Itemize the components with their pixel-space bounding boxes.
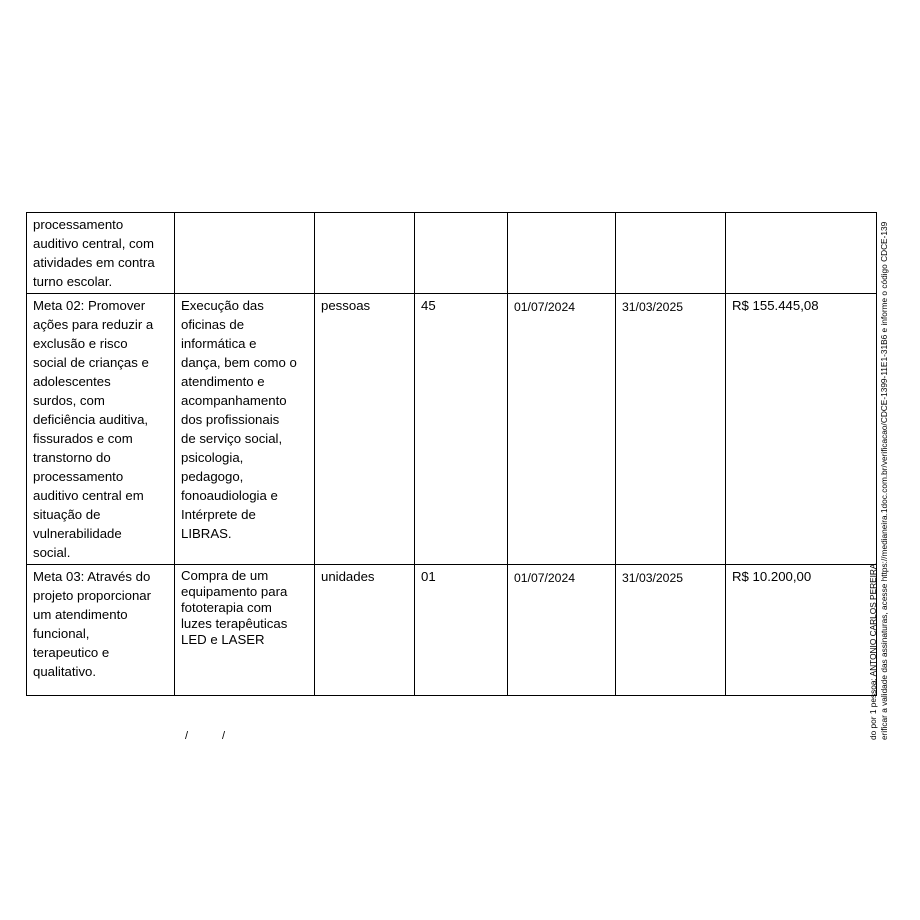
action-cell — [175, 213, 315, 294]
value-cell: R$ 155.445,08 — [726, 294, 877, 565]
value-cell — [726, 213, 877, 294]
end-date-cell: 31/03/2025 — [616, 294, 726, 565]
quantity-cell: 45 — [415, 294, 508, 565]
meta-cell: Meta 03: Através do projeto proporcionar um atendimento funcional, terapeutico e qualitativo. — [27, 565, 175, 696]
end-date-cell: 31/03/2025 — [616, 565, 726, 696]
action-cell: Compra de um equipamento para fototerapia com luzes terapêuticas LED e LASER — [175, 565, 315, 696]
meta-cell: processamento auditivo central, com atividades em contra turno escolar. — [27, 213, 175, 294]
work-plan-table — [26, 212, 877, 696]
date-slash: / — [222, 730, 226, 742]
table-row — [27, 565, 877, 696]
date-slash: / — [185, 730, 189, 742]
start-date-cell: 01/07/2024 — [508, 294, 616, 565]
signature-signer-line: do por 1 pessoa: ANTONIO CARLOS PEREIRA — [868, 563, 878, 740]
quantity-cell — [415, 213, 508, 294]
start-date-cell: 01/07/2024 — [508, 565, 616, 696]
unit-cell: unidades — [315, 565, 415, 696]
table-row — [27, 294, 877, 565]
meta-cell: Meta 02: Promover ações para reduzir a exclusão e risco social de crianças e adolescentes surdos, com deficiência auditiva, fissurados e com transtorno do processamento auditivo central em situação de vulnerabilidade social. — [27, 294, 175, 565]
value-cell: R$ 10.200,00 — [726, 565, 877, 696]
quantity-cell: 01 — [415, 565, 508, 696]
start-date-cell — [508, 213, 616, 294]
unit-cell: pessoas — [315, 294, 415, 565]
table-row — [27, 213, 877, 294]
unit-cell — [315, 213, 415, 294]
end-date-cell — [616, 213, 726, 294]
signature-verification-link-line[interactable]: erificar a validade das assinaturas, acesse https://medianeira.1doc.com.br/verificacao/CDCE-1399-11E1-31B6 e informe o código CDCE-139 — [879, 221, 889, 740]
signature-verification-note — [868, 120, 890, 740]
action-cell: Execução das oficinas de informática e dança, bem como o atendimento e acompanhamento dos profissionais de serviço social, psicologia, pedagogo, fonoaudiologia e Intérprete de LIBRAS. — [175, 294, 315, 565]
